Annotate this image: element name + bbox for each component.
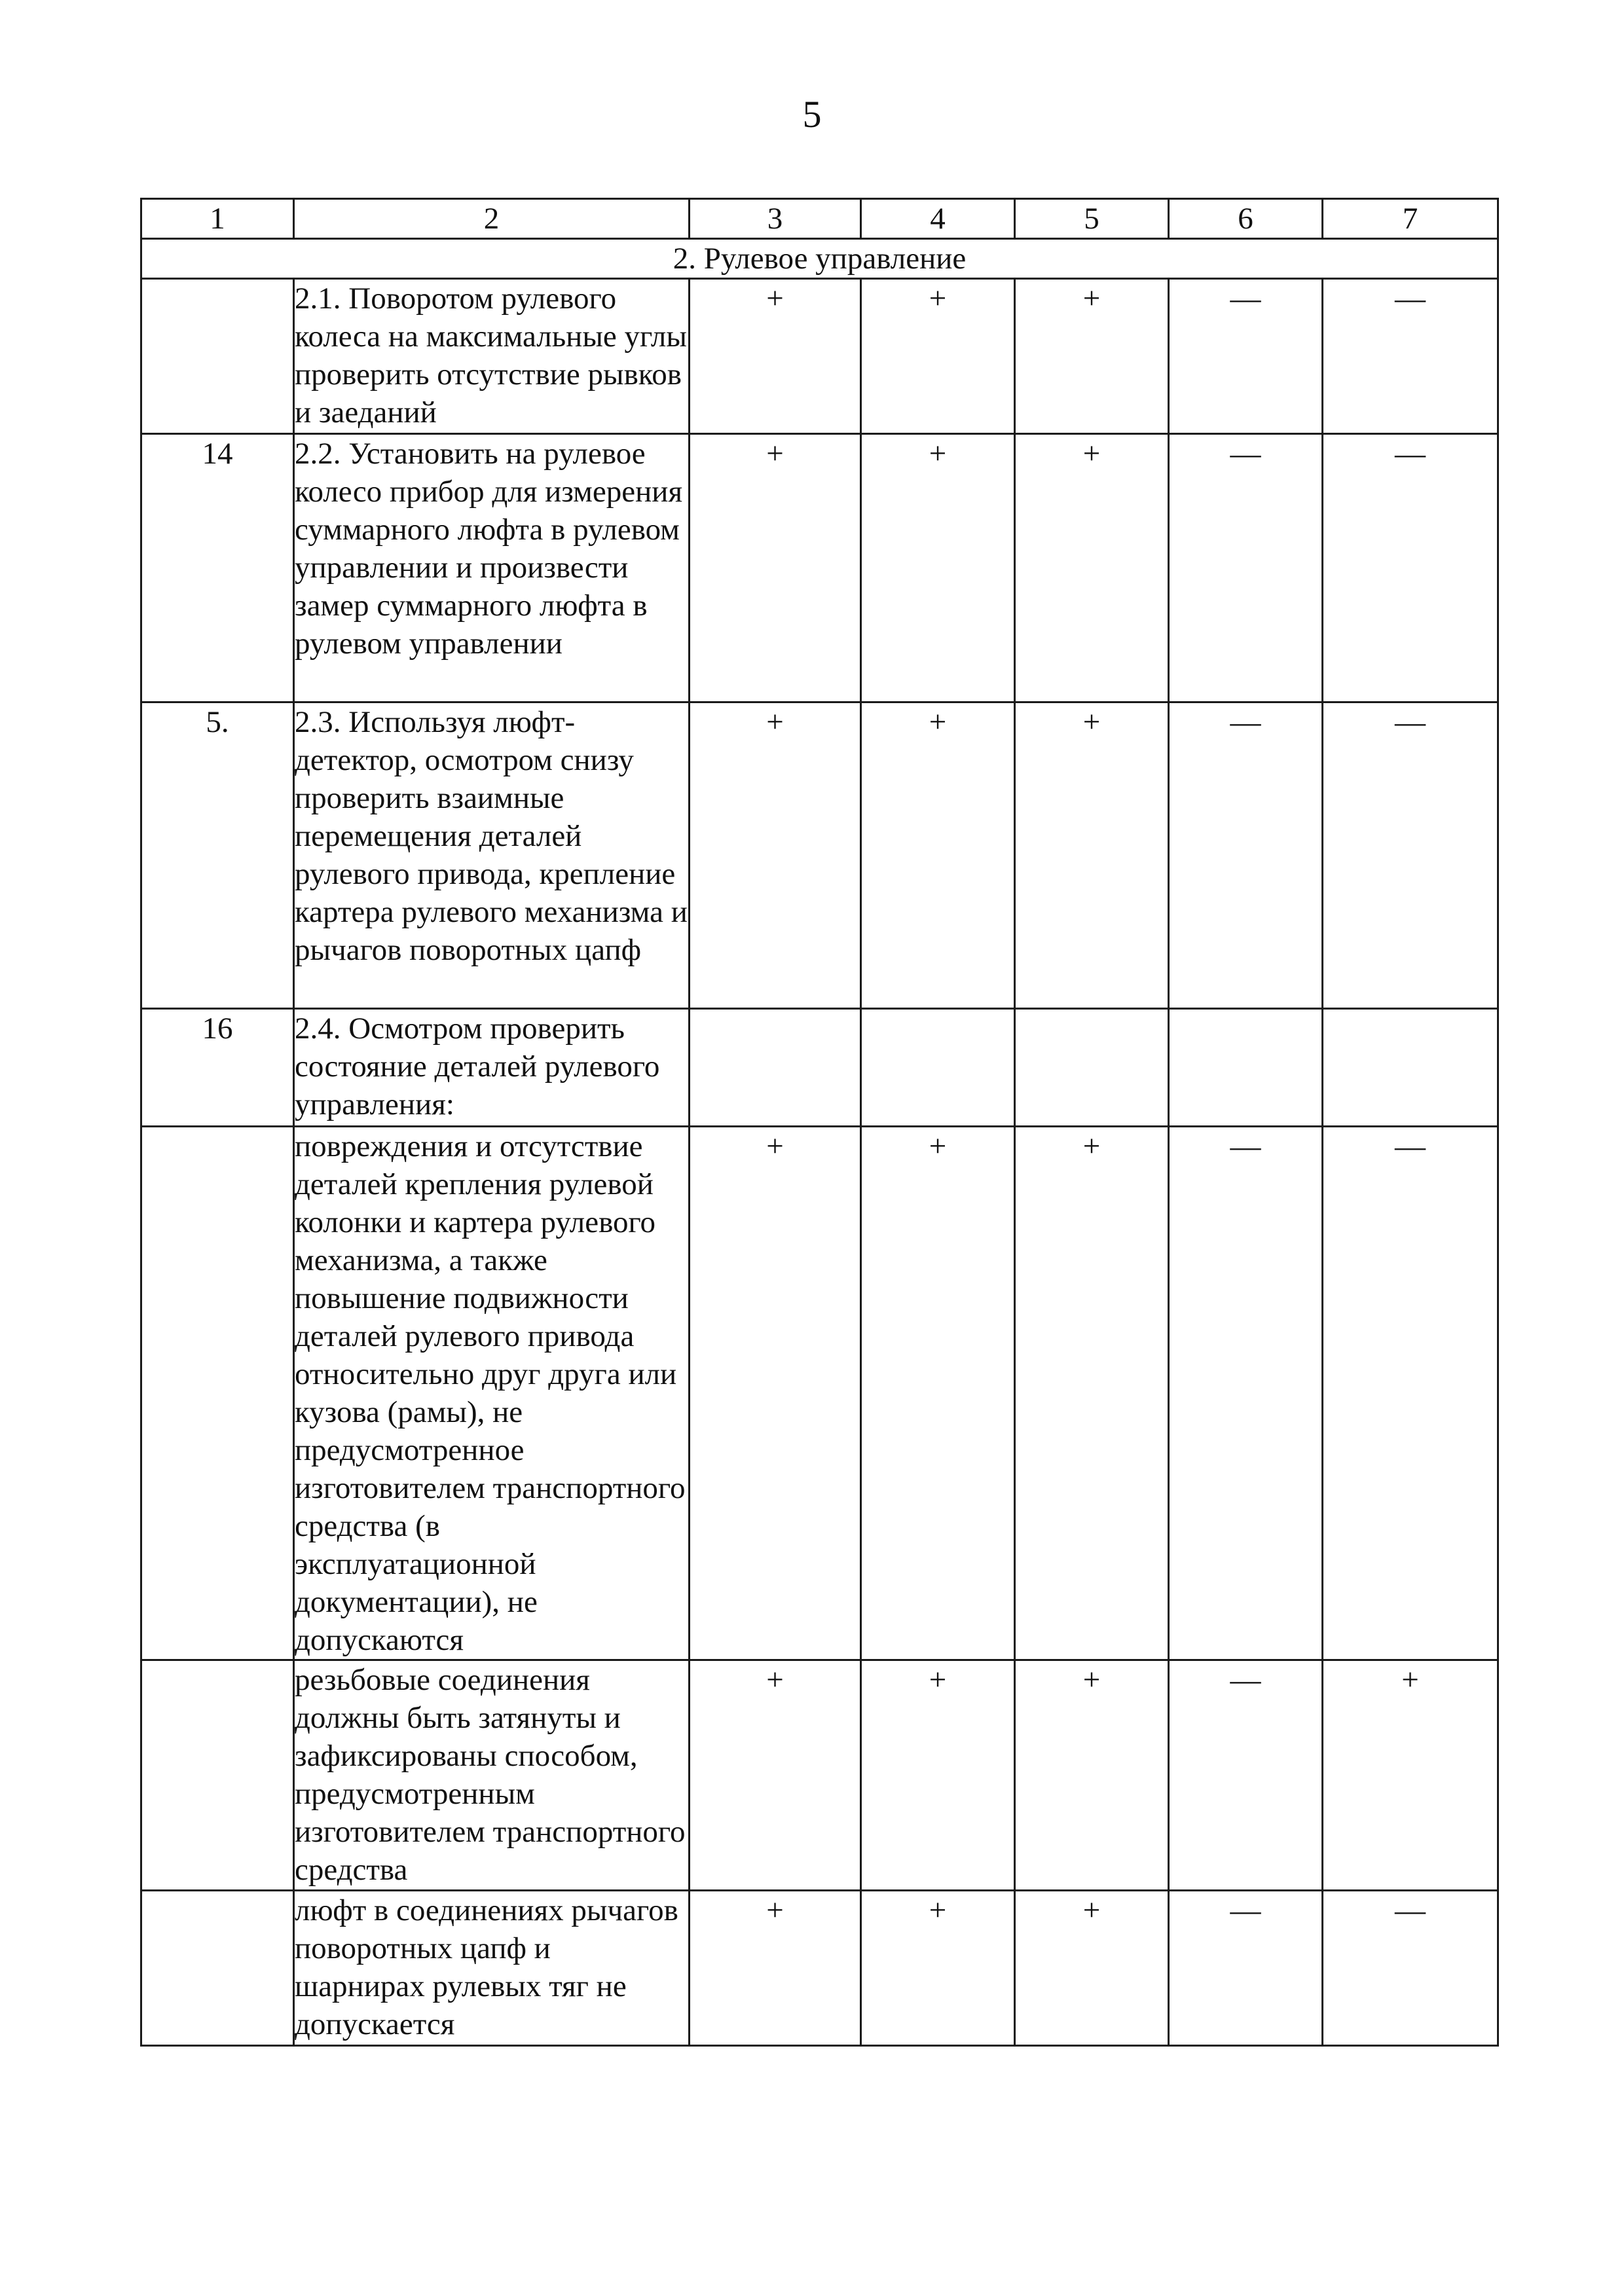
mark-cell: — [1323,702,1498,1009]
mark-cell: — [1323,1127,1498,1660]
mark-cell: + [861,702,1015,1009]
column-header: 3 [690,199,861,239]
mark-cell: + [690,434,861,702]
column-header-row [141,199,1498,239]
row-number: 5. [141,702,294,1009]
section-title: 2. Рулевое управление [141,239,1498,279]
table-row [141,1891,1498,2046]
row-description: 2.2. Установить на рулевое колесо прибор для измерения суммарного люфта в рулевом управлении и произвести замер суммарного люфта в рулевом управлении [294,434,690,702]
mark-cell: — [1169,434,1323,702]
page-number: 5 [802,93,822,136]
mark-cell: + [1015,1660,1169,1891]
mark-cell: — [1169,702,1323,1009]
column-header: 4 [861,199,1015,239]
mark-cell: + [1015,279,1169,434]
mark-cell [1169,1009,1323,1127]
mark-cell: + [1015,1127,1169,1660]
row-number [141,1891,294,2046]
column-header: 1 [141,199,294,239]
row-number [141,1127,294,1660]
table-row [141,1009,1498,1127]
mark-cell: + [861,1127,1015,1660]
mark-cell [1015,1009,1169,1127]
row-description: 2.1. Поворотом рулевого колеса на максимальные углы проверить отсутствие рывков и заеданий [294,279,690,434]
mark-cell: + [861,434,1015,702]
mark-cell: + [1015,1891,1169,2046]
mark-cell [1323,1009,1498,1127]
table-row [141,279,1498,434]
mark-cell: — [1323,434,1498,702]
mark-cell: + [690,702,861,1009]
column-header: 5 [1015,199,1169,239]
section-row [141,239,1498,279]
row-description: 2.4. Осмотром проверить состояние деталей рулевого управления: [294,1009,690,1127]
mark-cell: + [861,279,1015,434]
table-row [141,434,1498,702]
row-number [141,279,294,434]
table-row [141,1660,1498,1891]
inspection-table [140,198,1499,2047]
mark-cell: + [690,1891,861,2046]
mark-cell: — [1169,1891,1323,2046]
mark-cell: + [1015,702,1169,1009]
row-description: люфт в соединениях рычагов поворотных цапф и шарнирах рулевых тяг не допускается [294,1891,690,2046]
column-header: 6 [1169,199,1323,239]
mark-cell: + [1015,434,1169,702]
table-row [141,702,1498,1009]
mark-cell: + [861,1891,1015,2046]
mark-cell: + [690,1127,861,1660]
mark-cell: — [1323,1891,1498,2046]
table-row [141,1127,1498,1660]
row-description: повреждения и отсутствие деталей крепления рулевой колонки и картера рулевого механизма, а также повышение подвижности деталей рулевого привода относительно друг друга или кузова (рамы), не предусмотренное изготовителем транспортного средства (в эксплуатационной документации), не допускаются [294,1127,690,1660]
mark-cell: + [861,1660,1015,1891]
mark-cell: + [1323,1660,1498,1891]
mark-cell: + [690,1660,861,1891]
mark-cell: — [1323,279,1498,434]
mark-cell [690,1009,861,1127]
row-number: 14 [141,434,294,702]
row-number [141,1660,294,1891]
row-description: резьбовые соединения должны быть затянуты и зафиксированы способом, предусмотренным изготовителем транспортного средства [294,1660,690,1891]
column-header: 2 [294,199,690,239]
row-number: 16 [141,1009,294,1127]
mark-cell [861,1009,1015,1127]
mark-cell: — [1169,1127,1323,1660]
mark-cell: — [1169,279,1323,434]
column-header: 7 [1323,199,1498,239]
mark-cell: + [690,279,861,434]
mark-cell: — [1169,1660,1323,1891]
row-description: 2.3. Используя люфт-детектор, осмотром снизу проверить взаимные перемещения деталей рулевого привода, крепление картера рулевого механизма и рычагов поворотных цапф [294,702,690,1009]
